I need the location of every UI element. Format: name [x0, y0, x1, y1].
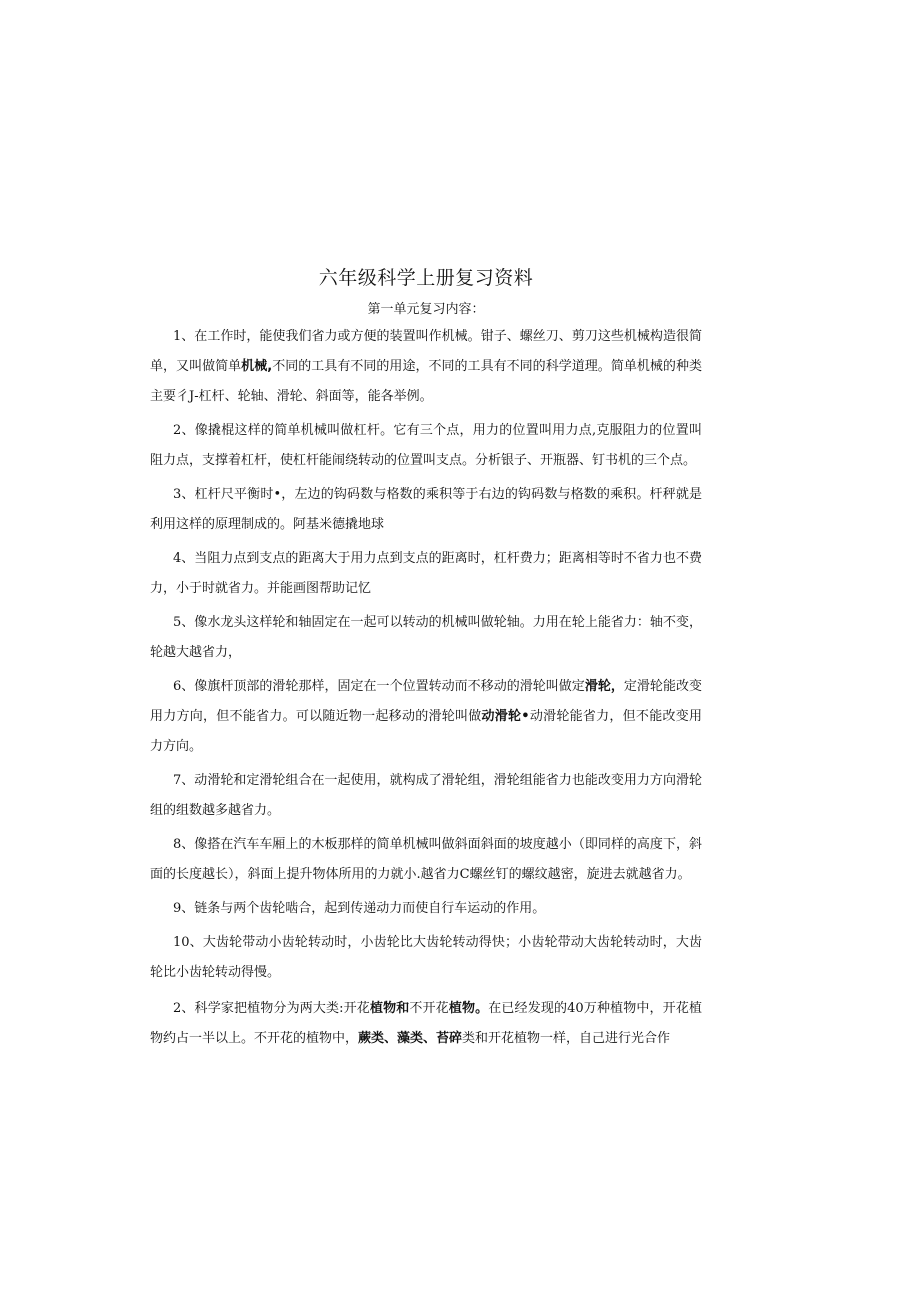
- paragraph-11: [150, 994, 702, 1054]
- bold-term: 机械,: [241, 359, 273, 374]
- paragraph-text: 不开花: [409, 1001, 449, 1016]
- paragraph-2: 2、像撬棍这样的简单机械叫做杠杆。它有三个点，用力的位置叫用力点,克服阻力的位置叫阻力点，支撑着杠杆，使杠杆能闹绕转动的位置叫支点。分析银子、开瓶器、钉书机的三个点。: [150, 423, 702, 468]
- paragraph-7: 7、动滑轮和定滑轮组合在一起使用，就构成了滑轮组，滑轮组能省力也能改变用力方向滑轮组的组数越多越省力。: [150, 773, 702, 818]
- bold-term: 蕨类、藻类、苔碎: [358, 1031, 463, 1046]
- paragraph-text: 在已经发现的40万种植物中，开花植物约占一半以上。不开花的植物中，: [150, 1001, 702, 1046]
- paragraph-1: [150, 322, 702, 412]
- bold-term: 植物。: [448, 1001, 489, 1016]
- bold-term: 动滑轮•: [481, 709, 530, 724]
- document-body: [150, 322, 702, 1058]
- paragraph-5: 5、像水龙头这样轮和轴固定在一起可以转动的机械叫做轮轴。力用在轮上能省力：轴不变，轮越大越省力，: [150, 615, 702, 660]
- paragraph-3: 3、杠杆尺平衡时•，左边的钩码数与格数的乘积等于右边的钩码数与格数的乘积。杆秤就是利用这样的原理制成的。阿基米德撬地球: [150, 487, 702, 532]
- paragraph-text: 2、科学家把植物分为两大类:开花: [173, 1001, 370, 1016]
- paragraph-text: 6、像旗杆顶部的滑轮那样，固定在一个位置转动而不移动的滑轮叫做定: [173, 679, 585, 694]
- document-title: 六年级科学上册复习资料: [318, 267, 534, 289]
- bold-term: 滑轮，: [584, 679, 624, 694]
- paragraph-text: 定滑轮能改变用力方向，但不能省力。可以随近物一起移动的滑轮叫做: [150, 679, 702, 724]
- paragraph-9: 9、链条与两个齿轮啮合，起到传递动力而使自行车运动的作用。: [173, 901, 546, 916]
- paragraph-text: 不同的工具有不同的用途，不同的工具有不同的科学道理。简单机械的种类主要彳J-杠杆、轮轴、滑轮、斜面等，能各举例。: [150, 359, 702, 404]
- paragraph-4: 4、当阻力点到支点的距离大于用力点到支点的距离时，杠杆费力；距离相等时不省力也不费力，小于时就省力。并能画图帮助记忆: [150, 551, 702, 596]
- paragraph-6: [150, 672, 702, 762]
- paragraph-text: 类和开花植物一样，自己进行光合作: [462, 1031, 671, 1046]
- paragraph-8: 8、像搭在汽车车厢上的木板那样的简单机械叫做斜面斜面的坡度越小（即同样的高度下，斜面的长度越长），斜面上提升物体所用的力就小.越省力C螺丝钉的螺纹越密，旋进去就越省力。: [150, 837, 702, 882]
- paragraph-text: 1、在工作时，能使我们省力或方便的装置叫作机械。钳子、螺丝刀、剪刀这些机械构造很简单，又叫做简单: [150, 329, 702, 374]
- paragraph-10: 10、大齿轮带动小齿轮转动时，小齿轮比大齿轮转动得快；小齿轮带动大齿轮转动时，大齿轮比小齿轮转动得慢。: [150, 935, 702, 980]
- bold-term: 植物和: [369, 1001, 410, 1016]
- paragraph-text: 动滑轮能省力，但不能改变用力方向。: [150, 709, 702, 754]
- unit-subtitle: 第一单元复习内容：: [367, 302, 485, 317]
